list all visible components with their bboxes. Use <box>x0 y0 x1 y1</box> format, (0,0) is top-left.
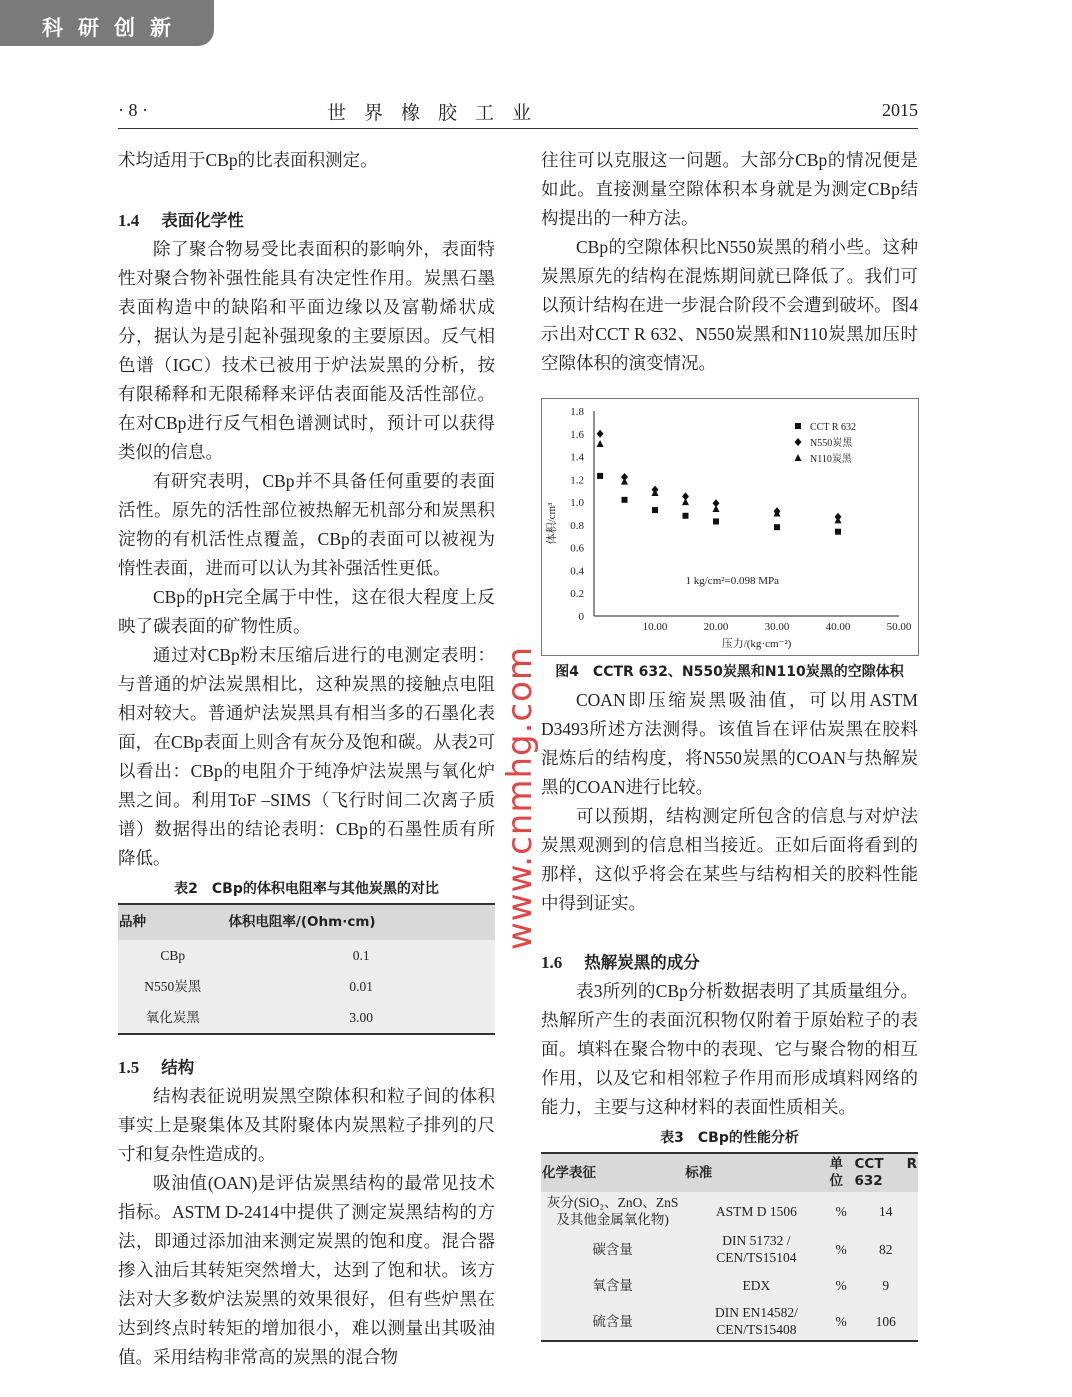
x-axis-label: 压力/(kg·cm⁻²) <box>721 638 792 650</box>
data-point-diamond <box>597 430 604 438</box>
table-row: 灰分(SiO₂、ZnO、ZnS及其他金属氧化物) ASTM D 1506 % 14 <box>546 1195 893 1227</box>
paragraph: 往往可以克服这一问题。大部分CBp的情况便是如此。直接测量空隙体积本身就是为测定CBp结构提出的一种方法。 <box>541 150 918 228</box>
x-tick-label: 10.00 <box>642 621 668 633</box>
legend-label: N110炭黑 <box>810 454 852 465</box>
y-tick-label: 0.4 <box>570 565 584 578</box>
paragraph: CBp的pH完全属于中性，这在很大程度上反映了碳表面的矿物性质。 <box>118 587 495 636</box>
data-point-triangle <box>597 440 604 447</box>
data-point-triangle <box>713 505 720 512</box>
legend-marker-square <box>795 423 801 429</box>
table2-caption: 表2 CBp的体积电阻率与其他炭黑的对比 <box>174 881 439 897</box>
section-tab <box>0 0 214 46</box>
paragraph: 结构表征说明炭黑空隙体积和粒子间的体积事实上是聚集体及其附聚体内炭黑粒子排列的尺寸和复杂性造成的。 <box>118 1086 495 1164</box>
paragraph: COAN即压缩炭黑吸油值，可以用ASTM D3493所述方法测得。该值旨在评估炭黑在胶料混炼后的结构度，将N550炭黑的COAN与热解炭黑的COAN进行比较。 <box>541 690 918 797</box>
table-header: 化学表征 <box>541 1153 684 1192</box>
table-row: CBp 0.1 <box>160 948 370 963</box>
table3-caption: 表3 CBp的性能分析 <box>660 1130 799 1146</box>
section-heading-1-5: 1.5 结构 <box>118 1058 195 1077</box>
table-row: N550炭黑 0.01 <box>144 979 374 994</box>
legend-label: N550炭黑 <box>810 438 853 449</box>
data-point-square <box>713 518 719 524</box>
figure4-caption: 图4 CCTR 632、N550炭黑和N110炭黑的空隙体积 <box>555 664 904 680</box>
page-number: · 8 · <box>118 100 148 120</box>
paragraph: 除了聚合物易受比表面积的影响外，表面特性对聚合物补强性能具有决定性作用。炭黑石墨表面构造中的缺陷和平面边缘以及富勒烯状成分，据认为是引起补强现象的主要原因。反气相色谱（IGC）技术已被用于炉法炭黑的分析，按有限稀释和无限稀释来评估表面能及活性部位。在对CBp进行反气相色谱测试时，预计可以获得类似的信息。 <box>118 239 495 462</box>
section-heading-1-4: 1.4 表面化学性 <box>118 211 244 230</box>
watermark: www.cnmhg.com <box>500 645 540 950</box>
table-header: 标准 <box>684 1153 828 1192</box>
right-column <box>541 146 918 1342</box>
table-header: 单位 <box>829 1153 854 1192</box>
chart-svg <box>542 399 918 655</box>
chart-annotation: 1 kg/cm²=0.098 MPa <box>685 575 780 588</box>
journal-title: 世界橡胶工业 <box>326 103 549 124</box>
left-column <box>118 146 495 1372</box>
legend-label: CCT R 632 <box>810 422 856 433</box>
y-tick-label: 1.6 <box>570 428 584 441</box>
data-point-square <box>652 507 658 513</box>
data-point-square <box>622 497 628 503</box>
section-tab-label: 科研创新 <box>42 16 186 40</box>
legend-marker-diamond <box>795 438 802 446</box>
table-header: CCT R 632 <box>854 1153 918 1192</box>
data-point-square <box>835 529 841 535</box>
x-tick-label: 50.00 <box>886 621 912 633</box>
paragraph: 通过对CBp粉末压缩后进行的电测定表明：与普通的炉法炭黑相比，这种炭黑的接触点电阻相对较大。普通炉法炭黑具有相当多的石墨化表面，在CBp表面上则含有灰分及饱和碳。从表2可以看出：CBp的电阻介于纯净炉法炭黑与氧化炉黑之间。利用ToF –SIMS（飞行时间二次离子质谱）数据得出的结论表明：CBp的石墨性质有所降低。 <box>118 645 495 868</box>
table-row: 氧含量 EDX % 9 <box>592 1277 890 1293</box>
data-point-triangle <box>621 478 628 485</box>
x-tick-label: 30.00 <box>764 621 790 633</box>
y-tick-label: 0.8 <box>570 519 584 532</box>
table-header: 品种 <box>118 904 227 940</box>
x-tick-label: 40.00 <box>825 621 851 633</box>
figure4-chart <box>541 398 919 656</box>
paragraph: 有研究表明，CBp并不具备任何重要的表面活性。原先的活性部位被热解无机部分和炭黑积淀物的有机活性点覆盖，CBp的表面可以被视为惰性表面，进而可以认为其补强活性更低。 <box>118 471 495 578</box>
paragraph: 吸油值(OAN)是评估炭黑结构的最常见技术指标。ASTM D-2414中提供了测定炭黑结构的方法，即通过添加油来测定炭黑的饱和度。混合器掺入油后其转矩突然增大，达到了饱和状。该方法对大多数炉法炭黑的效果很好，但有些炉黑在达到终点时转矩的增加很小，难以测量出其吸油值。采用结构非常高的炭黑的混合物 <box>118 1173 495 1367</box>
data-point-square <box>774 524 780 530</box>
x-tick-label: 20.00 <box>703 621 729 633</box>
y-tick-label: 0.2 <box>570 588 584 601</box>
y-tick-label: 1.4 <box>570 451 584 464</box>
paragraph: 可以预期，结构测定所包含的信息与对炉法炭黑观测到的信息相当接近。正如后面将看到的那样，这似乎将会在某些与结构相关的胶料性能中得到证实。 <box>541 806 918 913</box>
section-heading-1-6: 1.6 热解炭黑的成分 <box>541 953 700 972</box>
table-row: 硫含量 DIN EN14582/ CEN/TS15408 % 106 <box>592 1305 896 1337</box>
table-row: 氧化炭黑 3.00 <box>145 1010 374 1025</box>
data-point-triangle <box>682 498 689 505</box>
paragraph: 表3所列的CBp分析数据表明了其质量组分。热解所产生的表面沉积物仅附着于原始粒子的表面。填料在聚合物中的表现、它与聚合物的相互作用，以及它和相邻粒子作用而形成填料网络的能力，主要与这种材料的表面性质相关。 <box>541 981 918 1117</box>
y-tick-label: 1.2 <box>570 474 584 487</box>
table-row: 碳含量 DIN 51732 / CEN/TS15104 % 82 <box>592 1233 893 1265</box>
y-axis-label: 体积/cm³ <box>546 502 558 545</box>
table2 <box>118 903 495 1035</box>
y-tick-label: 0.6 <box>570 542 584 555</box>
table3 <box>541 1152 918 1342</box>
legend-marker-triangle <box>795 454 802 461</box>
data-point-square <box>683 513 689 519</box>
data-point-square <box>597 473 603 479</box>
running-header <box>118 98 918 129</box>
paragraph: 术均适用于CBp的比表面积测定。 <box>118 150 378 170</box>
paragraph: CBp的空隙体积比N550炭黑的稍小些。这种炭黑原先的结构在混炼期间就已降低了。我们可以预计结构在进一步混合阶段不会遭到破坏。图4示出对CCT R 632、N550炭黑和N110炭黑加压时空隙体积的演变情况。 <box>541 237 918 373</box>
y-tick-label: 1.0 <box>570 497 584 510</box>
y-tick-label: 0 <box>578 611 584 623</box>
y-tick-label: 1.8 <box>570 406 584 418</box>
year: 2015 <box>882 100 918 120</box>
table-header: 体积电阻率/(Ohm·cm) <box>227 904 495 940</box>
